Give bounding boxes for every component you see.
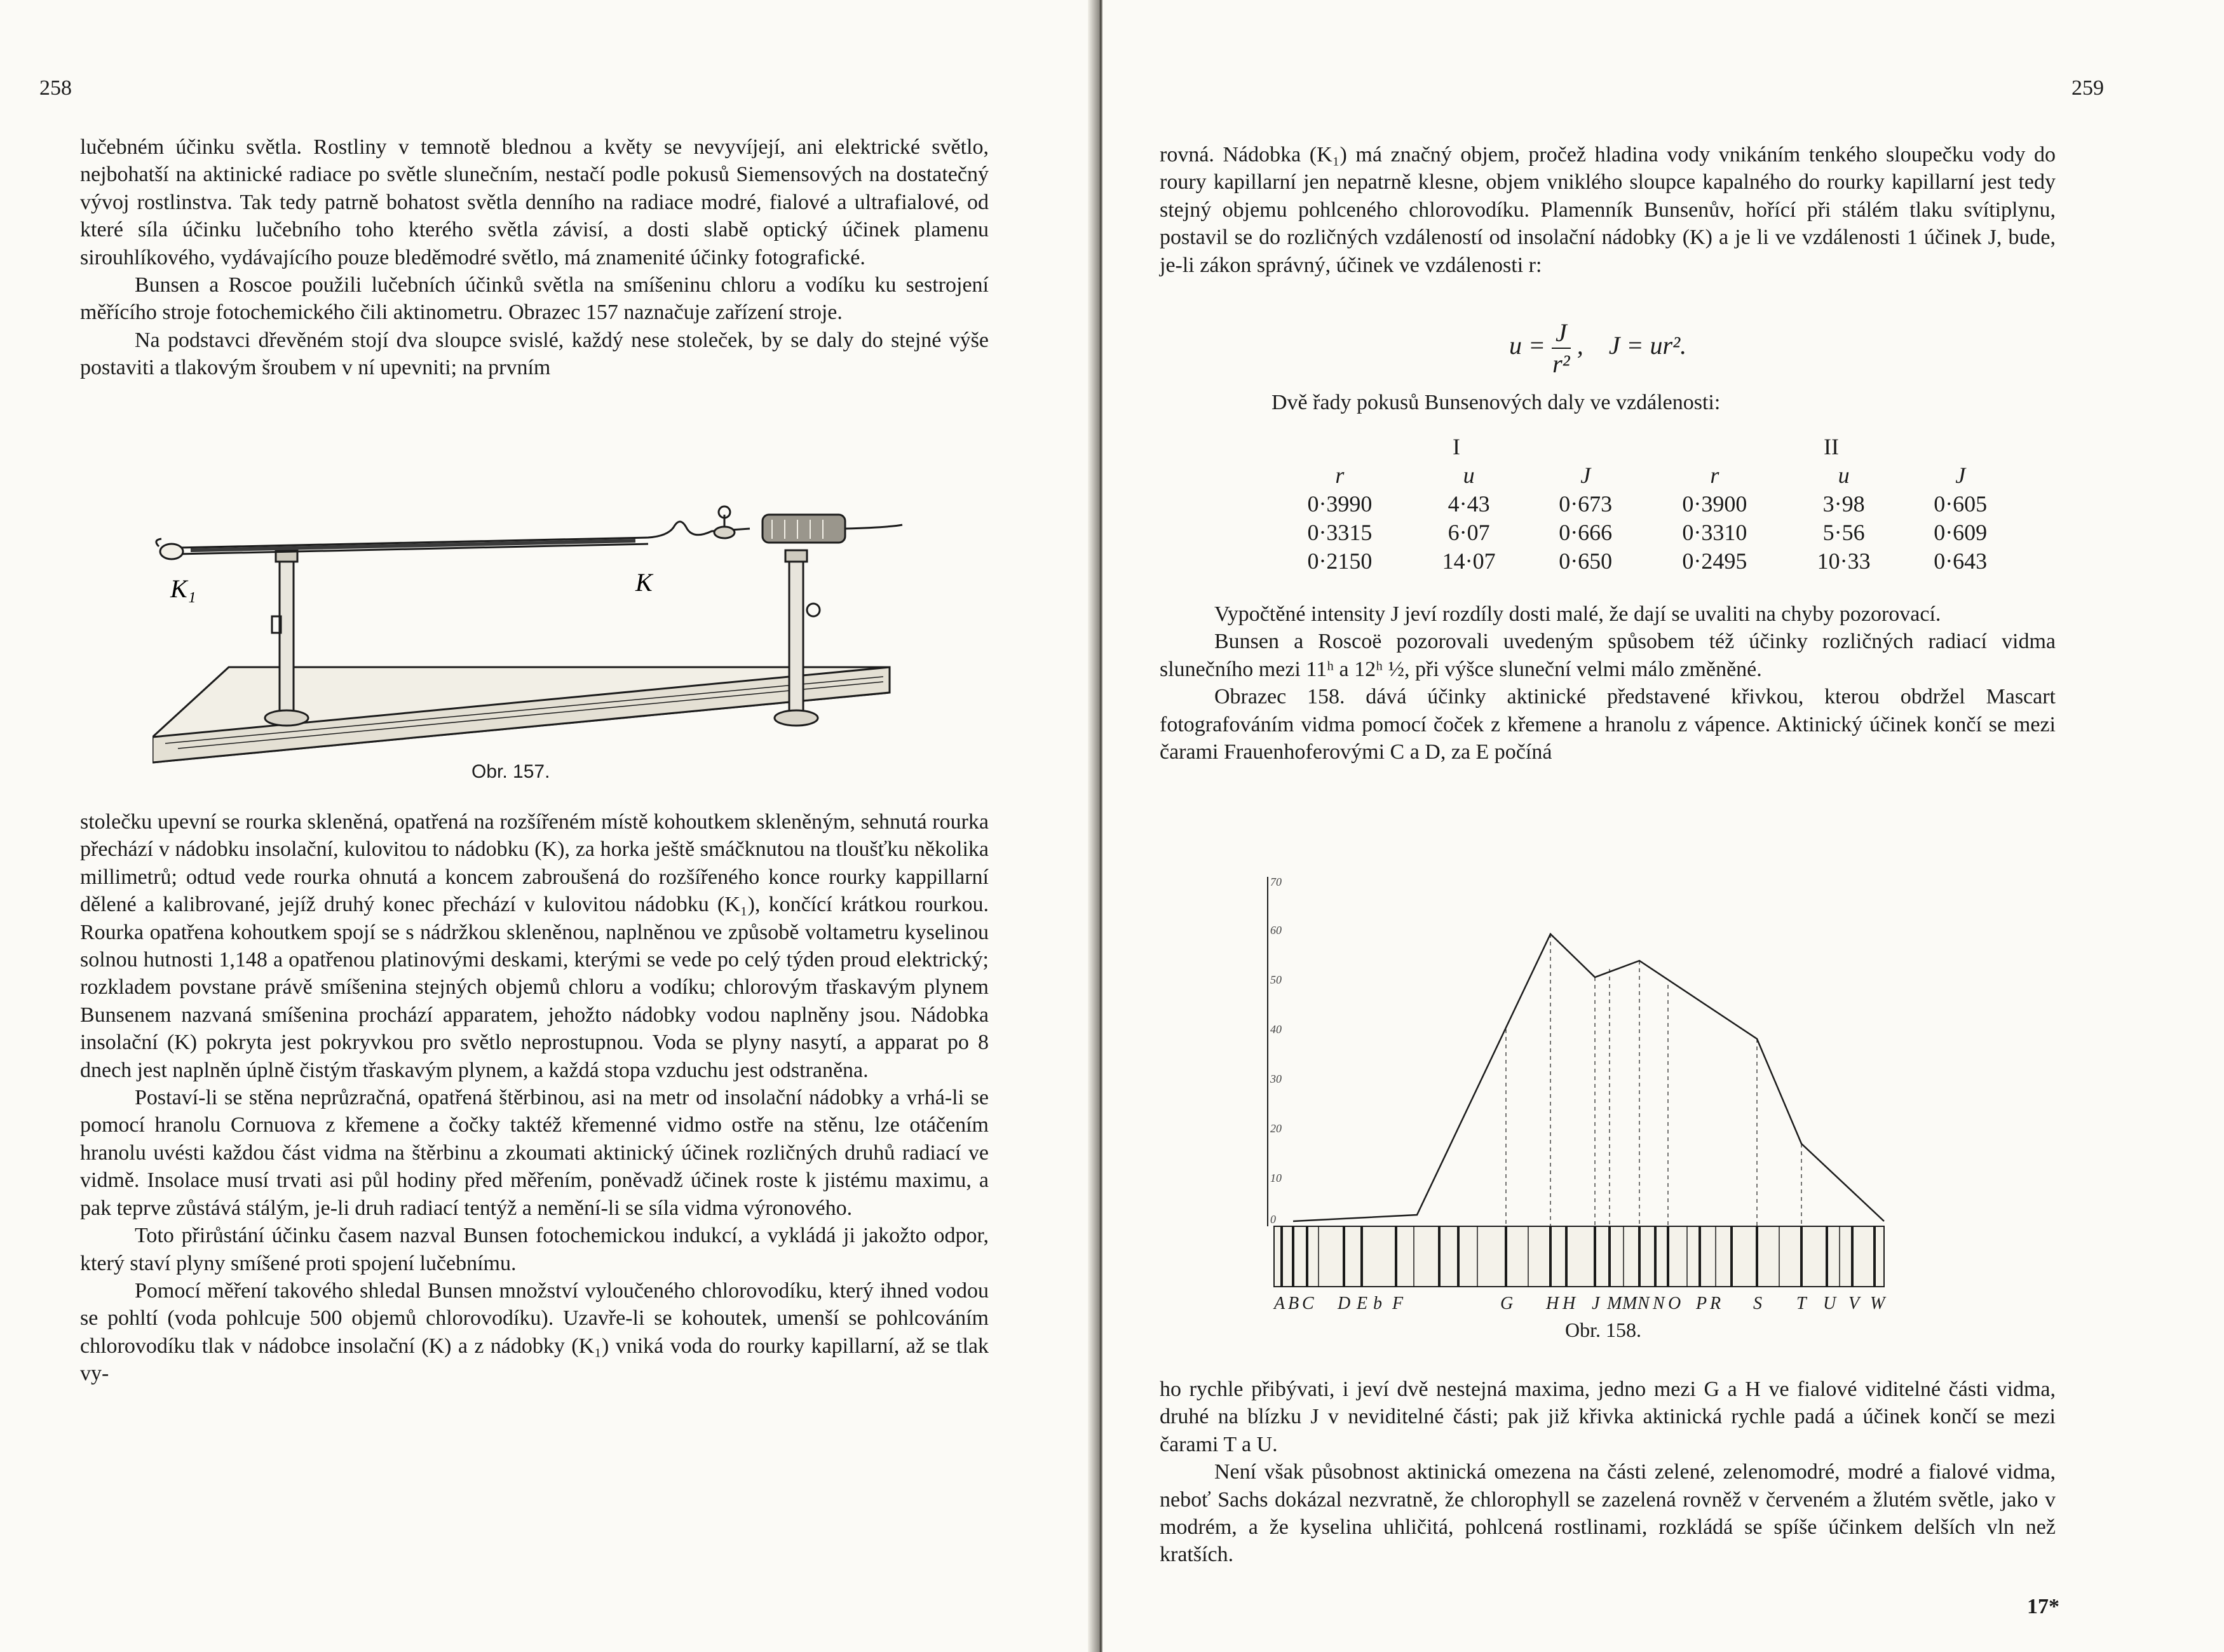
spectral-line-label: A	[1274, 1294, 1285, 1313]
table-row	[1269, 518, 2019, 546]
left-text-bottom	[80, 808, 989, 1388]
figure-caption-157: Obr. 157.	[471, 761, 550, 782]
spectral-line-label: M	[1607, 1294, 1622, 1313]
table-cell: 10·33	[1817, 548, 1871, 574]
figure-label-k: K	[635, 568, 653, 597]
spectral-line-label: E	[1357, 1294, 1368, 1313]
equation-rhs: J = ur².	[1608, 331, 1687, 360]
column-header: u	[1838, 462, 1850, 488]
table-cell: 0·3315	[1307, 519, 1373, 545]
equation-denominator: r²	[1552, 349, 1570, 378]
spectral-line-label: G	[1500, 1294, 1514, 1313]
paragraph: Není však působnost aktinická omezena na části zelené, zelenomodré, modré a fialové vidma, neboť Sachs dokázal nezvratně, že chlorophyll se zazelená rovněž v červeném a žlutém světle, jako v modrém, a že kyselina uhličitá, pohlcená rostlinami, rozkládá se spíše účinkem delších vln než kratších.	[1160, 1460, 2056, 1567]
equation	[1509, 318, 1686, 379]
paragraph: Obrazec 158. dává účinky aktinické představené křivkou, kterou obdržel Mascart fotografováním vidma pomocí čoček z křemene a hranolu z vápence. Aktinický účinek končí se mezi čarami Frauenhoferovými C a D, za E počíná	[1160, 685, 2056, 764]
paragraph: Vypočtěné intensity J jeví rozdíly dosti malé, že dají se uvaliti na chyby pozorovací.	[1214, 602, 1941, 626]
table-cell: 0·673	[1559, 491, 1613, 517]
y-tick-label: 20	[1270, 1122, 1282, 1135]
spectral-line-label: T	[1796, 1294, 1807, 1313]
spectral-line-label: V	[1848, 1294, 1860, 1313]
y-tick-label: 0	[1270, 1213, 1276, 1226]
column-header: u	[1463, 462, 1475, 488]
spectral-line-label: O	[1668, 1294, 1681, 1313]
spectral-line-label: D	[1338, 1294, 1351, 1313]
table-cell: 14·07	[1442, 548, 1496, 574]
paragraph: Bunsen a Roscoë pozorovali uvedeným spůsobem též účinky rozličných radiací vidma slunečního mezi 11ʰ a 12ʰ ½, při výšce sluneční velmi málo změněné.	[1160, 630, 2056, 681]
paragraph: rovná. Nádobka (K₁) má značný objem, pročež hladina vody vnikáním tenkého sloupečku vody do roury kapillarní jen nepatrně klesne, objem vniklého sloupce kapalného do rourky kapillarní jest tedy stejný objemu pohlceného chlorovodíku. Plamenník Bunsenův, hořící při stálém tlaku svítiplynu, postavil se do rozličných vzdáleností od insolační nádobky (K) a je li ve vzdálenosti 1 účinek J, bude, je-li zákon správný, účinek ve vzdálenosti r:	[1160, 143, 2056, 277]
group-label: I	[1452, 433, 1460, 459]
paragraph: Pomocí měření takového shledal Bunsen množství vyloučeného chlorovodíku, který ihned vodou se pohltí (voda pohlcuje 500 objemů chlorovodíku). Uzavře-li se kohoutek, umenší se pohlcováním chlorovodíku tlak v nádobce insolační (K) a z nádobky (K₁) vniká voda do rourky kapillarní, až se tlak vy-	[80, 1278, 989, 1386]
spectral-line-label: F	[1392, 1294, 1404, 1313]
spectral-line-label: S	[1753, 1294, 1762, 1313]
spectral-line-label: H	[1546, 1294, 1559, 1313]
signature-mark: 17*	[2027, 1595, 2059, 1618]
table-cell: 0·2150	[1307, 548, 1373, 574]
left-text-top	[80, 133, 989, 382]
paragraph: ho rychle přibývati, i jeví dvě nestejná maxima, jedno mezi G a H ve fialové viditelné části vidma, druhé na blízku J v neviditelné části; pak již křivka aktinická rychle padá a účinek končí se mezi čarami T a U.	[1160, 1378, 2056, 1456]
column-header: r	[1710, 462, 1719, 488]
spectral-line-label: R	[1710, 1294, 1721, 1313]
spectral-line-label: M	[1622, 1294, 1637, 1313]
spectral-line-label: N	[1637, 1294, 1650, 1313]
spectral-line-label: b	[1373, 1294, 1382, 1313]
table-group-row	[1269, 432, 2019, 461]
paragraph: Na podstavci dřevěném stojí dva sloupce svislé, každý nese stoleček, by se daly do stejné výše postaviti a tlakovým šroubem v ní upevniti; na prvním	[80, 328, 989, 380]
results-table	[1269, 432, 2019, 575]
left-page	[0, 0, 1096, 1652]
y-tick-label: 70	[1270, 876, 1282, 888]
table-cell: 0·666	[1559, 519, 1613, 545]
page-number-right: 259	[2071, 76, 2104, 100]
actinic-curve-figure	[1249, 870, 1897, 1353]
y-tick-label: 60	[1270, 924, 1282, 937]
y-tick-label: 30	[1270, 1073, 1282, 1085]
y-tick-label: 40	[1270, 1023, 1282, 1036]
paragraph: stolečku upevní se rourka skleněná, opatřená na rozšířeném místě kohoutkem skleněným, sehnutá rourka přechází v nádobku insolační, kulovitou to nádobku (K), za horka ještě smáčknutou na tloušťku několika millimetrů; odtud vede rourka ohnutá a koncem zabroušená do rozšířeného konce rourky kappillarní dělené a kalibrované, jejíž druhý konec přechází v kulovitou nádobku (K₁), končící krátkou rourkou. Rourka opatřena kohoutkem spojí se s nádržkou skleněnou, naplněnou ve způsobě voltametru kyselinou solnou hutnosti 1,148 a opatřenou platinovými deskami, kterými se vede po celý týden proud elektrický; rozkladem povstane právě smíšenina stejných objemů chloru a vodíku; chlorovým třaskavým plynem Bunsenem nazvaná smíšenina prochází apparatem, jehožto nádobky vodou naplněny jsou. Nádobka insolační (K) pokryta jest pokryvkou pro světlo neprostupnou. Voda se plyny nasytí, a apparat po 8 dnech jest naplněn úplně čistým třaskavým plynem, a každá stopa vzduchu jest odstraněna.	[80, 810, 989, 1082]
table-header-row	[1269, 461, 2019, 489]
table-cell: 0·3900	[1682, 491, 1747, 517]
table-cell: 5·56	[1822, 519, 1865, 545]
column-header: J	[1955, 462, 1966, 488]
spectral-line-label: B	[1288, 1294, 1299, 1313]
equation-fraction	[1552, 318, 1571, 379]
page-number-left: 258	[39, 76, 72, 100]
spectral-line-label: C	[1302, 1294, 1314, 1313]
table-cell: 0·643	[1934, 548, 1988, 574]
series-intro: Dvě řady pokusů Bunsenových daly ve vzdálenosti:	[1271, 391, 1721, 414]
spectral-line-label: N	[1653, 1294, 1665, 1313]
table-row	[1269, 546, 2019, 575]
table-cell: 0·3310	[1682, 519, 1747, 545]
table-cell: 0·609	[1934, 519, 1988, 545]
equation-separator: ,	[1576, 331, 1583, 360]
spectral-line-label: U	[1823, 1294, 1836, 1313]
equation-numerator: J	[1552, 318, 1571, 349]
table-cell: 6·07	[1448, 519, 1490, 545]
paragraph: Toto přirůstání účinku časem nazval Bunsen fotochemickou indukcí, a vykládá ji jakožto odpor, který staví plyny smíšené proti spojení lučebnímu.	[80, 1224, 989, 1275]
table-row	[1269, 489, 2019, 518]
right-text-top	[1160, 141, 2056, 279]
equation-lhs: u =	[1509, 331, 1545, 360]
paragraph: lučebném účinku světla. Rostliny v temnotě blednou a květy se nevyvíjejí, ani elektrické světlo, nejbohatší na aktinické radiace po světle slunečním, nestačí podle pokusů Siemensových na dostatečný vývoj rostlinstva. Tak tedy patrně bohatost světla denního na radiace modré, fialové a ultrafialové, od které síla účinku lučebního toho kterého světla závisí, a dosti slabě optický účinek plamenu sirouhlíkového, vydávajícího pouze bleděmodré světlo, má znamenité účinky fotografické.	[80, 135, 989, 269]
spectral-line-label: J	[1592, 1294, 1600, 1313]
table-cell: 4·43	[1448, 491, 1490, 517]
spectral-line-label: W	[1870, 1294, 1885, 1313]
figure-caption-158: Obr. 158.	[1565, 1318, 1641, 1341]
column-header: J	[1580, 462, 1591, 488]
right-page	[1102, 0, 2224, 1652]
paragraph: Bunsen a Roscoe použili lučebních účinků světla na smíšeninu chloru a vodíku ku sestrojení měřícího stroje fotochemického čili aktinometru. Obrazec 157 naznačuje zařízení stroje.	[80, 273, 989, 325]
paragraph: Postaví-li se stěna neprůzračná, opatřená štěrbinou, asi na metr od insolační nádobky a vrhá-li se pomocí hranolu Cornuova z křemene a čočky taktéž křemenné vidmo ostře na stěnu, lze otáčením hranolu uvésti každou část vidma na štěrbinu a zkoumati aktinický účinek rozličných druhů radiací ve vidmě. Insolace musí trvati asi půl hodiny před měřením, poněvadž účinek roste k jistému maximu, a pak teprve zůstává stálým, je-li druh radiací tentýž a nemění-li se síla vidma výronového.	[80, 1086, 989, 1220]
y-tick-label: 10	[1270, 1172, 1282, 1184]
table-cell: 3·98	[1822, 491, 1865, 517]
table-cell: 0·605	[1934, 491, 1988, 517]
spectral-line-label: H	[1563, 1294, 1576, 1313]
table-cell: 0·2495	[1682, 548, 1747, 574]
column-header: r	[1335, 462, 1345, 488]
actinometer-figure	[153, 502, 947, 782]
figure-label-k1: K₁	[170, 574, 196, 603]
y-tick-label: 50	[1270, 973, 1282, 986]
table-cell: 0·3990	[1307, 491, 1373, 517]
right-text-bottom	[1160, 1376, 2056, 1569]
spectral-line-label: P	[1696, 1294, 1707, 1313]
table-cell: 0·650	[1559, 548, 1613, 574]
group-label: II	[1823, 433, 1839, 459]
right-text-mid	[1160, 600, 2056, 766]
